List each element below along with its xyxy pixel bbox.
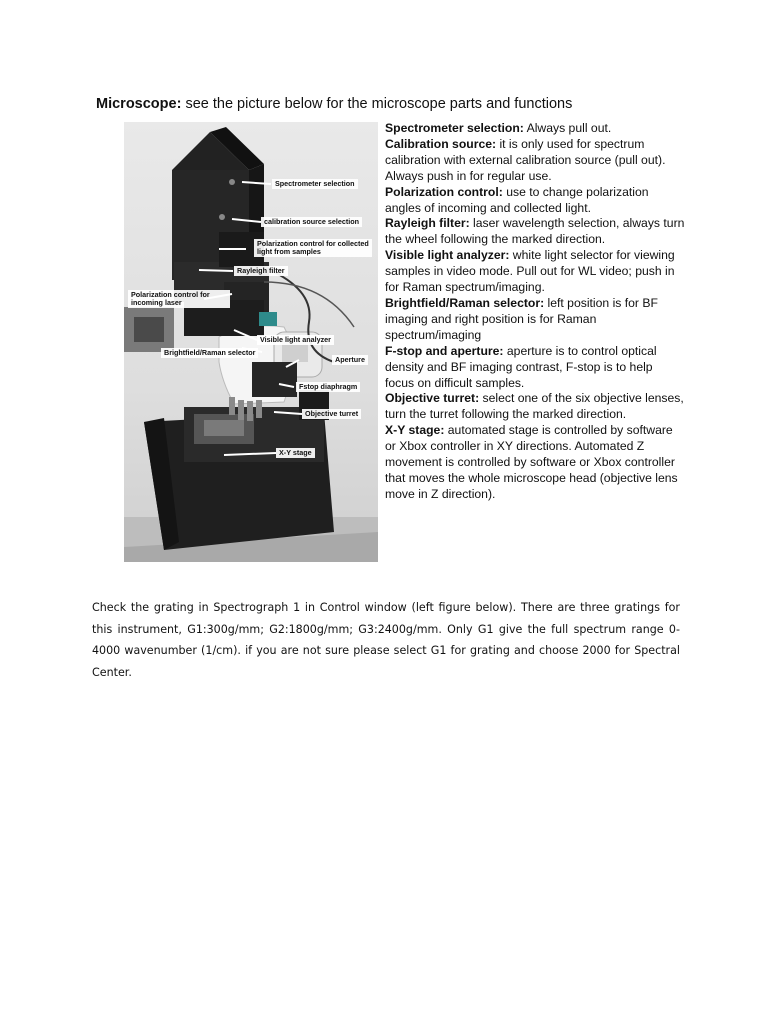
desc-calibration xyxy=(385,137,685,185)
label-brightfield-raman-selector: Brightfield/Raman selector xyxy=(161,348,258,358)
section-heading xyxy=(96,96,572,112)
microscope-photo xyxy=(124,122,378,562)
label-fstop-diaphragm: Fstop diaphragm xyxy=(296,382,360,392)
desc-text: use to change polarization angles of incoming and collected light. xyxy=(385,184,649,215)
label-visible-light-analyzer: Visible light analyzer xyxy=(257,335,334,345)
desc-rayleigh xyxy=(385,216,685,248)
parts-description xyxy=(385,121,685,503)
desc-text: it is only used for spectrum calibration with external calibration source (pull out). Always push in for regular use. xyxy=(385,136,666,183)
label-rayleigh-filter: Rayleigh filter xyxy=(234,266,288,276)
desc-term: Visible light analyzer: xyxy=(385,248,510,263)
desc-term: X-Y stage: xyxy=(385,423,445,438)
desc-text: left position is for BF imaging and right position is for Raman spectrum/imaging xyxy=(385,295,658,342)
desc-term: Objective turret: xyxy=(385,391,480,406)
desc-text: white light selector for viewing samples in video mode. Pull out for WL video; push in for Raman spectrum/imaging. xyxy=(385,248,675,295)
desc-text: aperture is to control optical density and BF imaging contrast, F-stop is to help focus on difficult samples. xyxy=(385,343,657,390)
desc-term: Spectrometer selection: xyxy=(385,121,524,135)
desc-term: Calibration source: xyxy=(385,136,497,151)
desc-term: Brightfield/Raman selector: xyxy=(385,295,545,310)
label-spectrometer-selection: Spectrometer selection xyxy=(272,179,358,189)
desc-xy-stage xyxy=(385,423,685,503)
label-objective-turret: Objective turret xyxy=(302,409,361,419)
label-polarization-collected: Polarization control for collected light from samples xyxy=(254,239,372,257)
grating-paragraph: Check the grating in Spectrograph 1 in Control window (left figure below). There are three gratings for this instrument, G1:300g/mm; G2:1800g/mm; G3:2400g/mm. Only G1 give the full spectrum range 0-4000 wavenumber (1/cm). if you are not sure please select G1 for grating and choose 2000 for Spectral Center. xyxy=(92,601,680,679)
heading-rest: see the picture below for the microscope parts and functions xyxy=(181,96,573,112)
label-calibration-source-selection: calibration source selection xyxy=(261,217,362,227)
desc-text: Always pull out. xyxy=(523,121,612,135)
heading-bold: Microscope: xyxy=(96,96,182,112)
desc-text: automated stage is controlled by software or Xbox controller in XY directions. Automated Z movement is controlled by software or Xbox controller that moves the whole microscope head (objective lens move in Z direction). xyxy=(385,423,678,501)
desc-term: Rayleigh filter: xyxy=(385,216,470,231)
desc-brightfield xyxy=(385,296,685,344)
desc-fstop xyxy=(385,344,685,392)
desc-spectrometer xyxy=(385,121,685,137)
desc-text: select one of the six objective lenses, turn the turret following the marked direction. xyxy=(385,391,684,422)
desc-term: Polarization control: xyxy=(385,184,503,199)
desc-text: laser wavelength selection, always turn the wheel following the marked direction. xyxy=(385,216,685,247)
label-xy-stage: X-Y stage xyxy=(276,448,315,458)
desc-objective-turret xyxy=(385,391,685,423)
desc-term: F-stop and aperture: xyxy=(385,343,504,358)
desc-polarization xyxy=(385,185,685,217)
desc-visible-light xyxy=(385,248,685,296)
label-aperture: Aperture xyxy=(332,355,368,365)
label-polarization-laser: Polarization control for incoming laser xyxy=(128,290,230,308)
